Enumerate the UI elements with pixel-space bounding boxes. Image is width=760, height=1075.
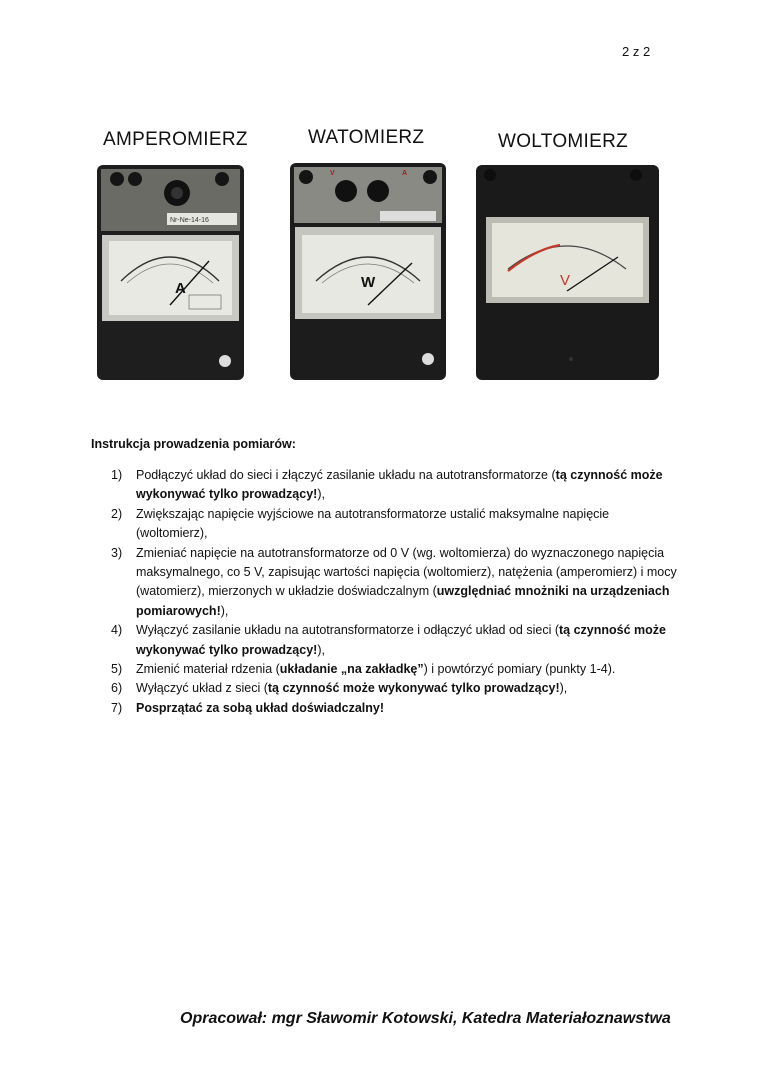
step-text-part: Podłączyć układ do sieci i złączyć zasilanie układu na autotransformatorze ( — [136, 468, 556, 482]
step-text-part: Wyłączyć zasilanie układu na autotransformatorze i odłączyć układ od sieci ( — [136, 623, 559, 638]
meter-title-wattmeter: WATOMIERZ — [308, 127, 425, 148]
step-text-part: ), — [559, 681, 568, 696]
step-text — [136, 679, 681, 698]
instruction-step — [111, 679, 681, 698]
meter-title-voltmeter: WOLTOMIERZ — [498, 131, 629, 152]
ammeter-symbol: A — [175, 280, 186, 297]
wattmeter-symbol: W — [361, 274, 376, 291]
voltmeter-symbol: V — [560, 272, 571, 289]
ammeter-tag: Nr-Ne-14-16 — [170, 217, 209, 224]
step-text-bold: układanie „na zakładkę” — [279, 662, 424, 677]
step-text-bold: uwzględniać mnożniki na urządzeniach pomiarowych! — [136, 584, 670, 618]
instruction-step — [111, 699, 681, 718]
step-number: 2) — [111, 506, 123, 521]
step-number: 7) — [111, 700, 123, 715]
instructions-title: Instrukcja prowadzenia pomiarów: — [91, 437, 296, 451]
step-text-bold: tą czynność może wykonywać tylko prowadzący! — [267, 681, 560, 696]
step-number: 4) — [111, 623, 123, 638]
wattmeter-terminal-a: A — [402, 170, 408, 177]
step-text-bold: Posprzątać za sobą układ doświadczalny! — [136, 700, 384, 715]
step-text-part: Zmieniać napięcie na autotransformatorze od 0 V (wg. woltomierza) do wyznaczonego napięcia maksymalnego, co 5 V, zapisując wartości napięcia (woltomierz), natężenia (amperomierz) i mocy (watomierz), mierzonych w układzie doświadczalnym ( — [136, 545, 677, 599]
step-text — [136, 505, 681, 544]
step-text-part: ), — [220, 603, 229, 618]
step-text-bold: tą czynność może wykonywać tylko prowadzący! — [136, 623, 666, 657]
instruction-step — [111, 505, 681, 544]
step-text — [136, 699, 681, 718]
step-text — [136, 466, 681, 505]
step-text-part: ), — [317, 487, 325, 502]
page-number: 2 z 2 — [622, 44, 651, 59]
step-text — [136, 621, 681, 660]
step-text-part: Wyłączyć układ z sieci ( — [136, 681, 268, 696]
meter-title-ammeter: AMPEROMIERZ — [103, 129, 248, 150]
step-text-part: ), — [317, 642, 325, 657]
step-text-part: Zmienić materiał rdzenia ( — [136, 662, 280, 677]
step-text — [136, 544, 681, 622]
instruction-step — [111, 544, 681, 622]
step-number: 6) — [111, 681, 123, 696]
step-number: 5) — [111, 662, 123, 677]
step-number: 3) — [111, 545, 123, 560]
instruction-step — [111, 660, 681, 679]
ammeter-photo — [97, 165, 244, 380]
wattmeter-terminal-v: V — [330, 170, 335, 177]
footer-author: Opracował: mgr Sławomir Kotowski, Katedra Materiałoznawstwa — [180, 1010, 671, 1027]
step-text-part: ) i powtórzyć pomiary (punkty 1-4). — [423, 662, 616, 677]
step-text-part: Zwiększając napięcie wyjściowe na autotransformatorze ustalić maksymalne napięcie (woltomierz), — [136, 506, 610, 541]
instruction-step — [111, 621, 681, 660]
wattmeter-photo — [290, 163, 446, 380]
step-number: 1) — [111, 468, 123, 482]
step-text — [136, 660, 681, 679]
instructions-list — [111, 466, 681, 718]
instruction-step — [111, 466, 681, 505]
voltmeter-photo — [476, 165, 659, 380]
step-text-bold: tą czynność może wykonywać tylko prowadzący! — [136, 468, 663, 502]
